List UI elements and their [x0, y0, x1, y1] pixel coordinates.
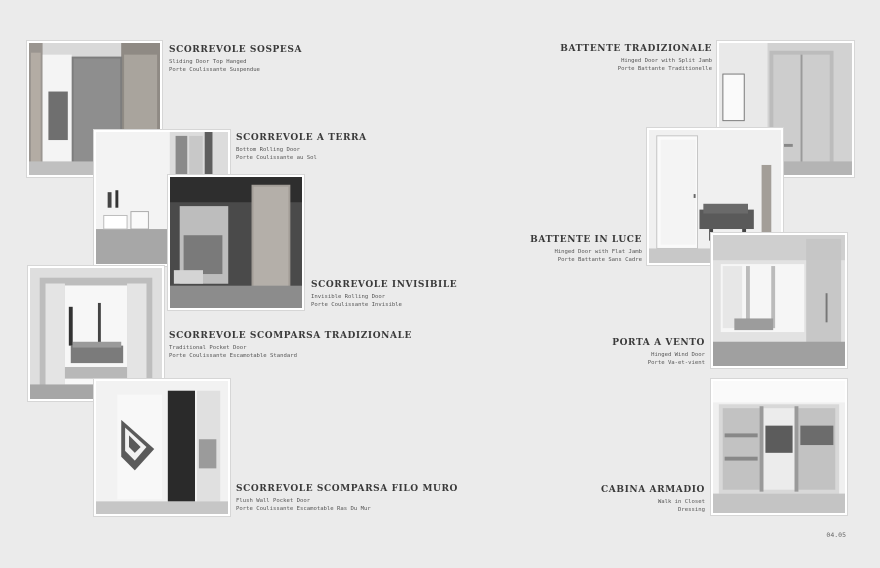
product-subtitle-en: Hinged Wind Door	[651, 352, 705, 358]
caption-porta-a-vento	[612, 338, 705, 367]
product-subtitle-fr: Porte Coulissante Invisible	[311, 302, 402, 308]
product-subtitle-fr: Dressing	[678, 507, 705, 513]
product-title: BATTENTE IN LUCE	[530, 235, 642, 245]
caption-scorrevole-a-terra	[236, 133, 367, 162]
product-subtitle-fr: Porte Va-et-vient	[647, 360, 705, 366]
photo-scorrevole-scomparsa-filo-muro	[94, 379, 230, 516]
photo-porta-a-vento	[711, 233, 847, 368]
product-subtitle-en: Hinged Door with Split Jamb	[621, 58, 712, 64]
page-number: 04.05	[826, 531, 846, 539]
product-subtitle-en: Traditional Pocket Door	[169, 345, 247, 351]
product-subtitle-fr: Porte Battante Sans Cadre	[557, 257, 642, 263]
product-title: BATTENTE TRADIZIONALE	[560, 44, 712, 54]
photo-cabina-armadio	[711, 379, 847, 515]
product-title: CABINA ARMADIO	[601, 485, 705, 495]
caption-battente-in-luce	[530, 235, 642, 264]
photo-scorrevole-invisibile	[168, 175, 304, 310]
caption-battente-tradizionale	[560, 44, 712, 73]
product-title: SCORREVOLE A TERRA	[236, 133, 367, 143]
product-subtitle-fr: Porte Battante Traditionelle	[617, 66, 712, 72]
product-subtitle-en: Hinged Door with Flat Jamb	[554, 249, 642, 255]
product-title: SCORREVOLE SCOMPARSA FILO MURO	[236, 484, 458, 494]
product-title: PORTA A VENTO	[612, 338, 705, 348]
product-subtitle-fr: Porte Coulissante Escamotable Standard	[169, 353, 297, 359]
caption-scorrevole-scomparsa-filo-muro	[236, 484, 458, 513]
product-title: SCORREVOLE SCOMPARSA TRADIZIONALE	[169, 331, 412, 341]
product-subtitle-en: Invisible Rolling Door	[311, 294, 386, 300]
product-subtitle-en: Bottom Rolling Door	[236, 147, 300, 153]
product-subtitle-en: Sliding Door Top Hanged	[169, 59, 247, 65]
product-subtitle-en: Flush Wall Pocket Door	[236, 498, 311, 504]
product-subtitle-en: Walk in Closet	[657, 499, 705, 505]
caption-scorrevole-invisibile	[311, 280, 457, 309]
product-subtitle-fr: Porte Coulissante au Sol	[236, 155, 317, 161]
product-title: SCORREVOLE INVISIBILE	[311, 280, 458, 290]
caption-scorrevole-sospesa	[169, 45, 302, 74]
caption-scorrevole-scomparsa-tradizionale	[169, 331, 412, 360]
product-subtitle-fr: Porte Coulissante Suspendue	[169, 67, 260, 73]
product-title: SCORREVOLE SOSPESA	[169, 45, 303, 55]
caption-cabina-armadio	[601, 485, 705, 514]
product-subtitle-fr: Porte Coulissante Escamotable Ras Du Mur	[236, 506, 371, 512]
